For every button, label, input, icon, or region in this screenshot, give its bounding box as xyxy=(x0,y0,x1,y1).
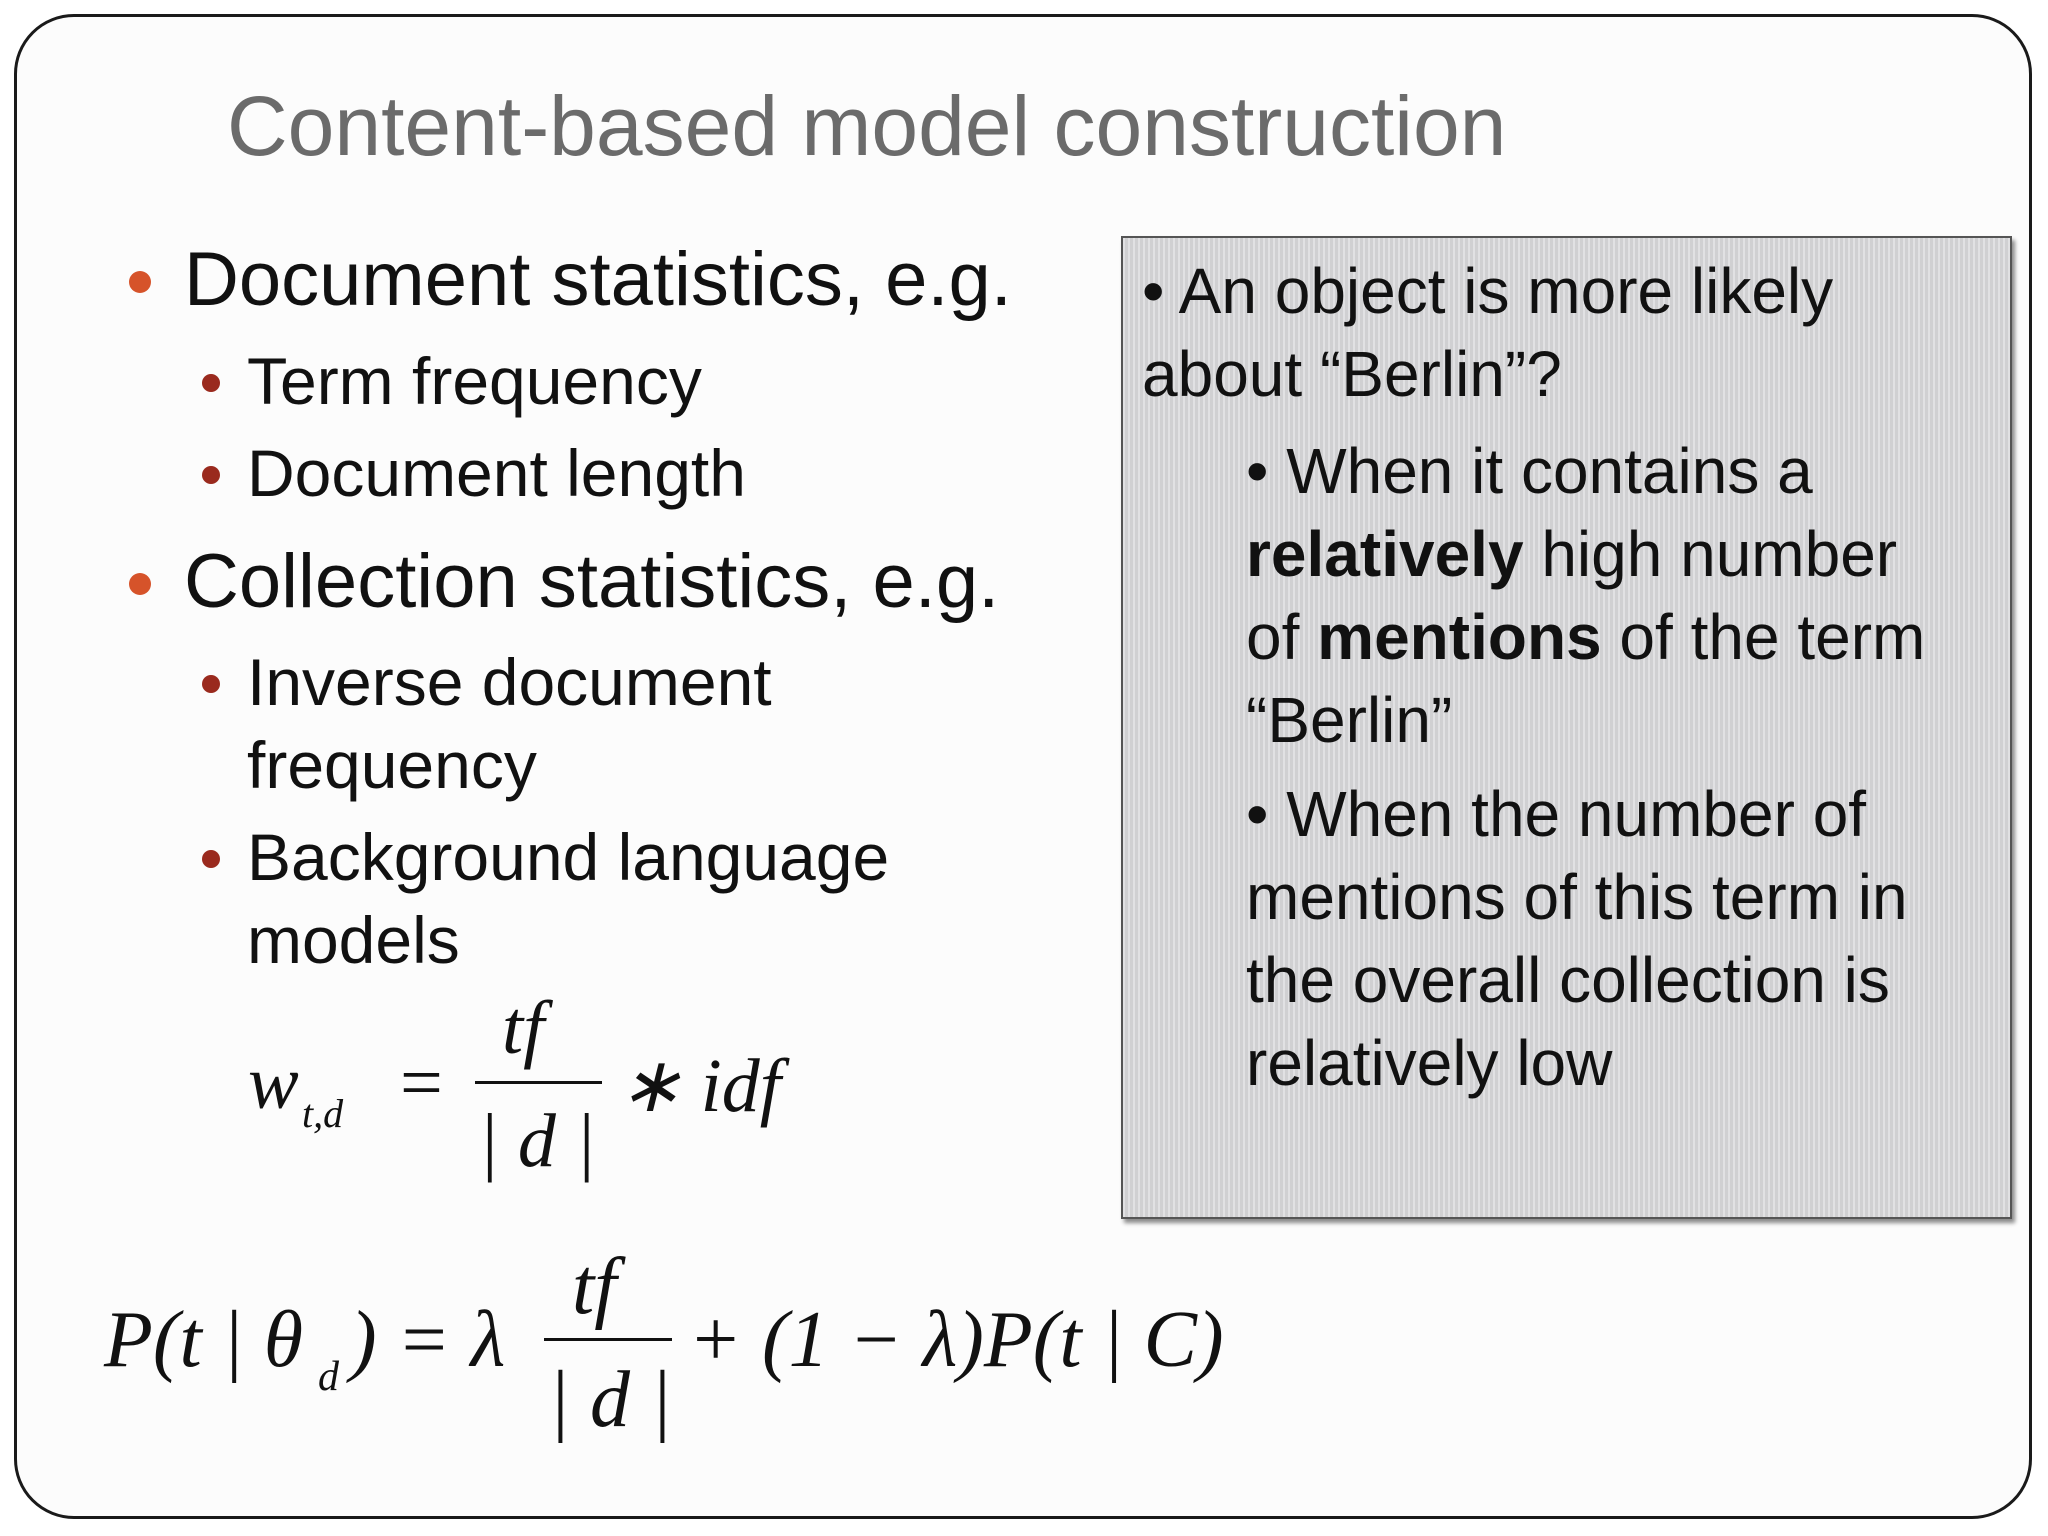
formula-tfidf-numerator: tf xyxy=(502,986,545,1070)
callout-point2-line3: the overall collection is xyxy=(1246,944,1890,1016)
formula-lm-tail: + (1 − λ)P(t | C) xyxy=(688,1296,1224,1384)
formula-lm-lhs: P(t | θ xyxy=(104,1296,304,1384)
sub-bullet-term-frequency: Term frequency xyxy=(247,344,702,418)
sub-bullet-dot-icon xyxy=(202,675,220,693)
sub-bullet-dot-icon xyxy=(202,466,220,484)
sub-bullet-idf-line2: frequency xyxy=(247,728,537,802)
callout-point1-line3-pre: of xyxy=(1246,601,1318,673)
bullet-collection-statistics: Collection statistics, e.g. xyxy=(184,539,1000,624)
callout-point1-line1: • When it contains a xyxy=(1246,435,1813,507)
callout-point1-line4: “Berlin” xyxy=(1246,684,1453,756)
callout-point1-line3 xyxy=(1246,596,1925,679)
sub-bullet-document-length: Document length xyxy=(247,436,746,510)
formula-tfidf-denominator: | d | xyxy=(478,1099,596,1183)
formula-tfidf-tail: ∗ idf xyxy=(618,1044,781,1128)
callout-point2-line4: relatively low xyxy=(1246,1027,1613,1099)
bullet-dot-icon xyxy=(129,271,151,293)
sub-bullet-background-lm-line1: Background language xyxy=(247,820,890,894)
formula-lm-lhs-close: ) = λ xyxy=(350,1296,506,1384)
callout-emphasis-mentions: mentions xyxy=(1317,601,1602,673)
callout-emphasis-relatively: relatively xyxy=(1246,518,1524,590)
callout-point1-line2 xyxy=(1246,513,1897,596)
formula-tfidf-lhs: w xyxy=(248,1041,299,1125)
formula-tfidf-fraction-bar xyxy=(475,1081,602,1084)
sub-bullet-background-lm-line2: models xyxy=(247,903,460,977)
callout-point1-line3-rest: of the term xyxy=(1601,601,1926,673)
sub-bullet-dot-icon xyxy=(202,374,220,392)
formula-lm-lhs-sub: d xyxy=(318,1354,339,1400)
sub-bullet-idf-line1: Inverse document xyxy=(247,645,772,719)
callout-point1-line2-rest: high number xyxy=(1523,518,1898,590)
formula-tfidf-lhs-sub: t,d xyxy=(302,1091,344,1136)
formula-tfidf-eq: = xyxy=(400,1041,443,1125)
sub-bullet-dot-icon xyxy=(202,850,220,868)
callout-intro-line1: • An object is more likely xyxy=(1142,255,1834,327)
bullet-dot-icon xyxy=(129,573,151,595)
slide-title: Content-based model construction xyxy=(227,79,1507,173)
callout-point2-line2: mentions of this term in xyxy=(1246,861,1908,933)
formula-lm-numerator: tf xyxy=(572,1243,617,1331)
callout-intro-line2: about “Berlin”? xyxy=(1142,338,1562,410)
callout-point2-line1: • When the number of xyxy=(1246,778,1867,850)
formula-lm-fraction-bar xyxy=(544,1338,672,1341)
formula-lm-denominator: | d | xyxy=(548,1356,672,1444)
bullet-document-statistics: Document statistics, e.g. xyxy=(184,237,1012,322)
